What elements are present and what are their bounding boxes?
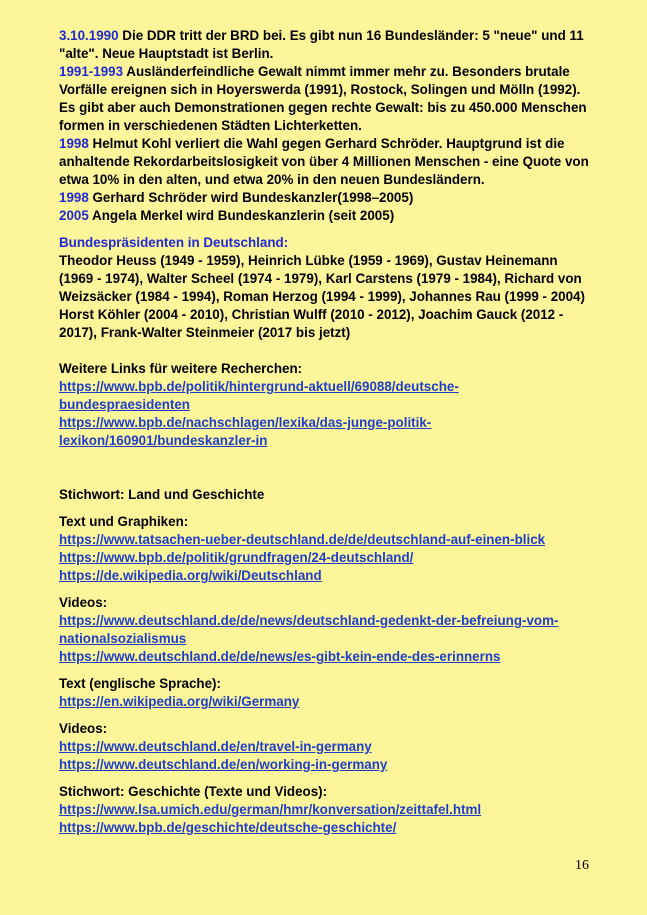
history-entry (59, 27, 589, 63)
section-heading: Videos: (59, 721, 108, 736)
history-text: Gerhard Schröder wird Bundeskanzler(1998–2005) (88, 190, 414, 205)
link-bundespraesidenten[interactable]: https://www.bpb.de/politik/hintergrund-aktuell/69088/deutsche-bundespraesidenten (59, 379, 459, 412)
history-text: Angela Merkel wird Bundeskanzlerin (seit 2005) (88, 208, 395, 223)
history-entry (59, 63, 589, 135)
history-entry (59, 207, 589, 225)
links-heading: Weitere Links für weitere Recherchen: (59, 361, 303, 376)
link-wikipedia-de[interactable]: https://de.wikipedia.org/wiki/Deutschland (59, 568, 322, 583)
history-year: 3.10.1990 (59, 28, 119, 43)
link-erinnerns[interactable]: https://www.deutschland.de/de/news/es-gibt-kein-ende-des-erinnerns (59, 649, 501, 664)
history-entry (59, 135, 589, 189)
link-wikipedia-en[interactable]: https://en.wikipedia.org/wiki/Germany (59, 694, 300, 709)
link-working[interactable]: https://www.deutschland.de/en/working-in-germany (59, 757, 388, 772)
section-heading: Text (englische Sprache): (59, 676, 221, 691)
section-heading: Videos: (59, 595, 108, 610)
history-year: 1998 (59, 190, 89, 205)
presidents-list: Theodor Heuss (1949 - 1959), Heinrich Lübke (1959 - 1969), Gustav Heinemann (1969 - 1974), Walter Scheel (1974 - 1979), Karl Carstens (1979 - 1984), Richard von Weizsäcker (1984 - 1994), Roman Herzog (1994 - 1999), Johannes Rau (1999 - 2004) Horst Köhler (2004 - 2010), Christian Wulff (2010 - 2012), Joachim Gauck (2012 - 2017), Frank-Walter Steinmeier (2017 bis jetzt) (59, 253, 585, 340)
presidents-heading: Bundespräsidenten in Deutschland: (59, 235, 289, 250)
history-text: Helmut Kohl verliert die Wahl gegen Gerhard Schröder. Hauptgrund ist die anhaltende Rekordarbeitslosigkeit von über 4 Millionen Menschen - eine Quote von etwa 10% in den alten, und etwa 20% in den neuen Bundesländern. (59, 136, 589, 187)
link-bpb-deutschland[interactable]: https://www.bpb.de/politik/grundfragen/24-deutschland/ (59, 550, 414, 565)
history-year: 1991-1993 (59, 64, 124, 79)
link-travel[interactable]: https://www.deutschland.de/en/travel-in-germany (59, 739, 372, 754)
history-year: 1998 (59, 136, 89, 151)
history-year: 2005 (59, 208, 89, 223)
document-page (59, 27, 589, 837)
section-heading: Text und Graphiken: (59, 514, 189, 529)
keyword-land-geschichte: Stichwort: Land und Geschichte (59, 487, 265, 502)
link-befreiung[interactable]: https://www.deutschland.de/de/news/deutschland-gedenkt-der-befreiung-vom-nationalsozialismus (59, 613, 559, 646)
link-bundeskanzler[interactable]: https://www.bpb.de/nachschlagen/lexika/das-junge-politik-lexikon/160901/bundeskanzler-in (59, 415, 432, 448)
section-heading: Stichwort: Geschichte (Texte und Videos): (59, 784, 328, 799)
link-zeittafel[interactable]: https://www.lsa.umich.edu/german/hmr/konversation/zeittafel.html (59, 802, 482, 817)
link-tatsachen[interactable]: https://www.tatsachen-ueber-deutschland.de/de/deutschland-auf-einen-blick (59, 532, 546, 547)
history-text: Ausländerfeindliche Gewalt nimmt immer mehr zu. Besonders brutale Vorfälle ereignen sich in Hoyerswerda (1991), Rostock, Solingen und Mölln (1992). Es gibt aber auch Demonstrationen gegen rechte Gewalt: bis zu 450.000 Menschen formen in verschiedenen Städten Lichterketten. (59, 64, 587, 133)
page-number: 16 (575, 858, 589, 873)
history-entry (59, 189, 589, 207)
link-deutsche-geschichte[interactable]: https://www.bpb.de/geschichte/deutsche-geschichte/ (59, 820, 397, 835)
history-text: Die DDR tritt der BRD bei. Es gibt nun 16 Bundesländer: 5 "neue" und 11 "alte". Neue Hauptstadt ist Berlin. (59, 28, 584, 61)
